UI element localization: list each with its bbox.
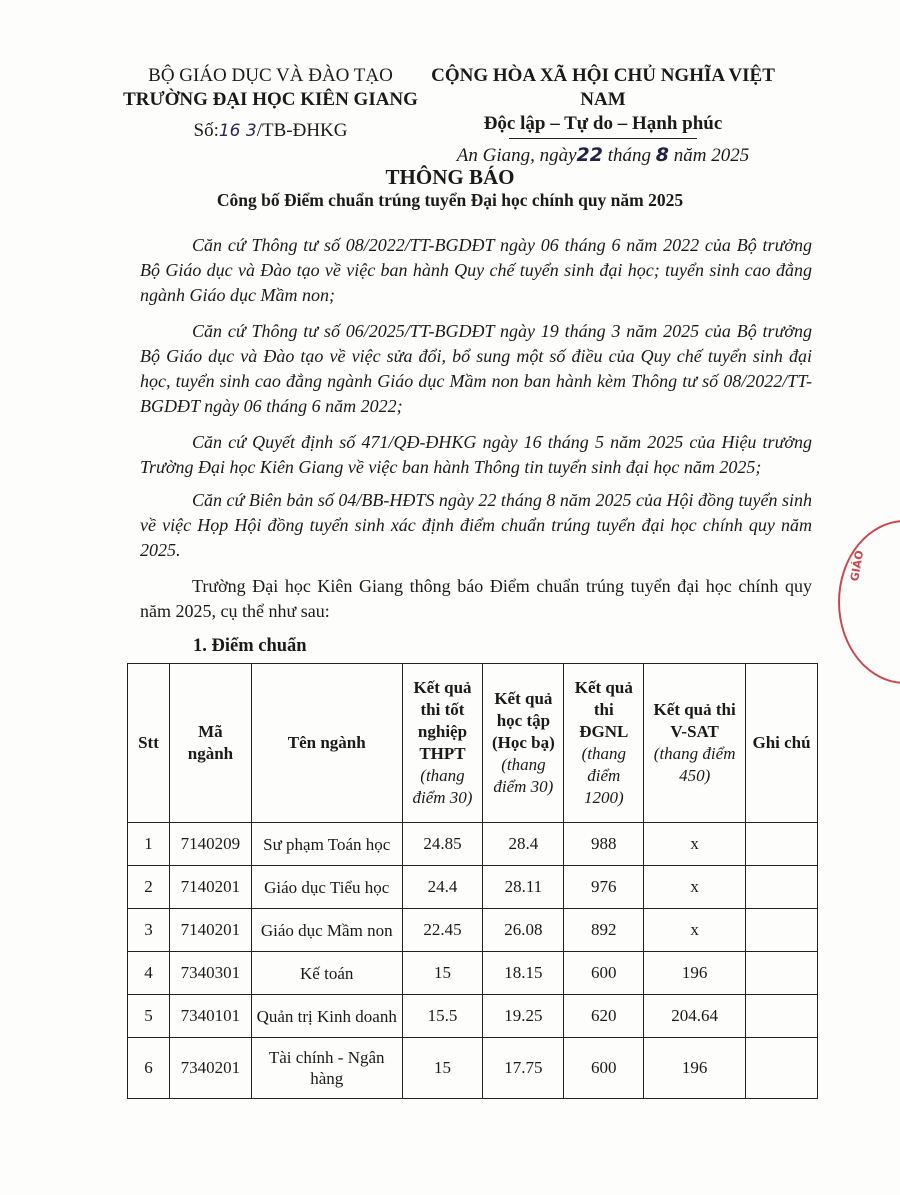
cell-vsat: 196 xyxy=(644,1038,746,1099)
document-title: THÔNG BÁO xyxy=(385,165,515,189)
cell-note xyxy=(746,952,818,995)
cell-note xyxy=(746,1038,818,1099)
header-stt: Stt xyxy=(128,664,170,823)
ministry-name: BỘ GIÁO DỤC VÀ ĐÀO TẠO xyxy=(148,65,393,86)
cell-name: Quản trị Kinh doanh xyxy=(251,995,402,1038)
table-row xyxy=(128,866,818,909)
cell-vsat: x xyxy=(644,823,746,866)
cell-vsat: x xyxy=(644,909,746,952)
cell-thpt: 22.45 xyxy=(402,909,483,952)
legal-basis-2: Căn cứ Thông tư số 06/2025/TT-BGDĐT ngày 19 tháng 3 năm 2025 của Bộ trưởng Bộ Giáo dục và Đào tạo về việc sửa đổi, bổ sung một số điều của Quy chế tuyển sinh đại học, tuyển sinh cao đẳng ngành Giáo dục Mầm non ban hành kèm Thông tư số 08/2022/TT-BGDĐT ngày 06 tháng 6 năm 2022; xyxy=(140,321,812,416)
cell-stt: 5 xyxy=(128,995,170,1038)
cell-thpt: 24.85 xyxy=(402,823,483,866)
cell-hocba: 28.11 xyxy=(483,866,564,909)
header-name: Tên ngành xyxy=(251,664,402,823)
announcement-paragraph: Trường Đại học Kiên Giang thông báo Điểm chuẩn trúng tuyển đại học chính quy năm 2025, cụ thể như sau: xyxy=(140,576,812,621)
cell-stt: 1 xyxy=(128,823,170,866)
cell-hocba: 17.75 xyxy=(483,1038,564,1099)
legal-basis-1: Căn cứ Thông tư số 08/2022/TT-BGDĐT ngày 06 tháng 6 năm 2022 của Bộ trưởng Bộ Giáo dục và Đào tạo về việc ban hành Quy chế tuyển sinh đại học; tuyển sinh cao đẳng ngành Giáo dục Mầm non; xyxy=(140,235,812,305)
cell-note xyxy=(746,995,818,1038)
section-heading: 1. Điểm chuẩn xyxy=(193,636,307,656)
cell-code: 7340101 xyxy=(169,995,251,1038)
seal-text: GIÁO xyxy=(848,549,867,583)
cell-hocba: 28.4 xyxy=(483,823,564,866)
cell-name: Giáo dục Mầm non xyxy=(251,909,402,952)
handwritten-number: 16 3 xyxy=(218,121,257,141)
header-code: Mã ngành xyxy=(169,664,251,823)
cell-vsat: 204.64 xyxy=(644,995,746,1038)
table-header-row xyxy=(128,664,818,823)
handwritten-day: 22 xyxy=(576,144,603,166)
legal-basis-3: Căn cứ Quyết định số 471/QĐ-ĐHKG ngày 16 tháng 5 năm 2025 của Hiệu trưởng Trường Đại học Kiên Giang về việc ban hành Thông tin tuyển sinh đại học năm 2025; xyxy=(140,432,812,477)
cell-name: Tài chính - Ngân hàng xyxy=(251,1038,402,1099)
cell-dgnl: 892 xyxy=(564,909,644,952)
table-row xyxy=(128,952,818,995)
nation-name: CỘNG HÒA XÃ HỘI CHỦ NGHĨA VIỆT NAM xyxy=(431,65,775,110)
table-row xyxy=(128,909,818,952)
motto-underline xyxy=(509,138,697,139)
header-dgnl: Kết quả thi ĐGNL (thang điểm 1200) xyxy=(564,664,644,823)
number-suffix: /TB-ĐHKG xyxy=(256,120,348,141)
legal-basis-4: Căn cứ Biên bản số 04/BB-HĐTS ngày 22 tháng 8 năm 2025 của Hội đồng tuyển sinh về việc Họp Hội đồng tuyển sinh xác định điểm chuẩn trúng tuyển đại học chính quy năm 2025. xyxy=(140,490,812,560)
cell-name: Sư phạm Toán học xyxy=(251,823,402,866)
cell-hocba: 26.08 xyxy=(483,909,564,952)
cell-dgnl: 600 xyxy=(564,952,644,995)
cell-code: 7340201 xyxy=(169,1038,251,1099)
cell-vsat: 196 xyxy=(644,952,746,995)
cell-hocba: 18.15 xyxy=(483,952,564,995)
cell-code: 7140201 xyxy=(169,866,251,909)
cell-note xyxy=(746,866,818,909)
cell-code: 7140201 xyxy=(169,909,251,952)
cell-thpt: 15.5 xyxy=(402,995,483,1038)
cell-code: 7140209 xyxy=(169,823,251,866)
handwritten-month: 8 xyxy=(655,144,670,166)
cell-note xyxy=(746,823,818,866)
cell-vsat: x xyxy=(644,866,746,909)
cell-name: Giáo dục Tiểu học xyxy=(251,866,402,909)
cell-stt: 2 xyxy=(128,866,170,909)
national-motto: Độc lập – Tự do – Hạnh phúc xyxy=(483,113,723,134)
header-hocba: Kết quả học tập (Học bạ) (thang điểm 30) xyxy=(483,664,564,823)
cell-dgnl: 976 xyxy=(564,866,644,909)
issuer-block xyxy=(118,64,423,143)
document-number xyxy=(118,119,423,143)
document-subtitle: Công bố Điểm chuẩn trúng tuyển Đại học chính quy năm 2025 xyxy=(216,190,684,210)
cell-dgnl: 620 xyxy=(564,995,644,1038)
header-vsat: Kết quả thi V-SAT (thang điểm 450) xyxy=(644,664,746,823)
cell-thpt: 15 xyxy=(402,952,483,995)
number-prefix: Số: xyxy=(193,120,219,141)
national-heading xyxy=(418,64,788,168)
cell-stt: 4 xyxy=(128,952,170,995)
cell-stt: 3 xyxy=(128,909,170,952)
cell-name: Kế toán xyxy=(251,952,402,995)
school-name: TRƯỜNG ĐẠI HỌC KIÊN GIANG xyxy=(123,89,418,110)
table-row xyxy=(128,1038,818,1099)
cell-thpt: 24.4 xyxy=(402,866,483,909)
table-row xyxy=(128,995,818,1038)
table-row xyxy=(128,823,818,866)
official-seal xyxy=(838,520,900,684)
issue-date: An Giang, ngày22 tháng 8 năm 2025 xyxy=(456,144,750,166)
cell-dgnl: 988 xyxy=(564,823,644,866)
cell-stt: 6 xyxy=(128,1038,170,1099)
header-thpt: Kết quả thi tốt nghiệp THPT (thang điểm 30) xyxy=(402,664,483,823)
cell-thpt: 15 xyxy=(402,1038,483,1099)
header-note: Ghi chú xyxy=(746,664,818,823)
cell-dgnl: 600 xyxy=(564,1038,644,1099)
cell-note xyxy=(746,909,818,952)
admission-score-table xyxy=(127,663,818,1099)
cell-hocba: 19.25 xyxy=(483,995,564,1038)
cell-code: 7340301 xyxy=(169,952,251,995)
